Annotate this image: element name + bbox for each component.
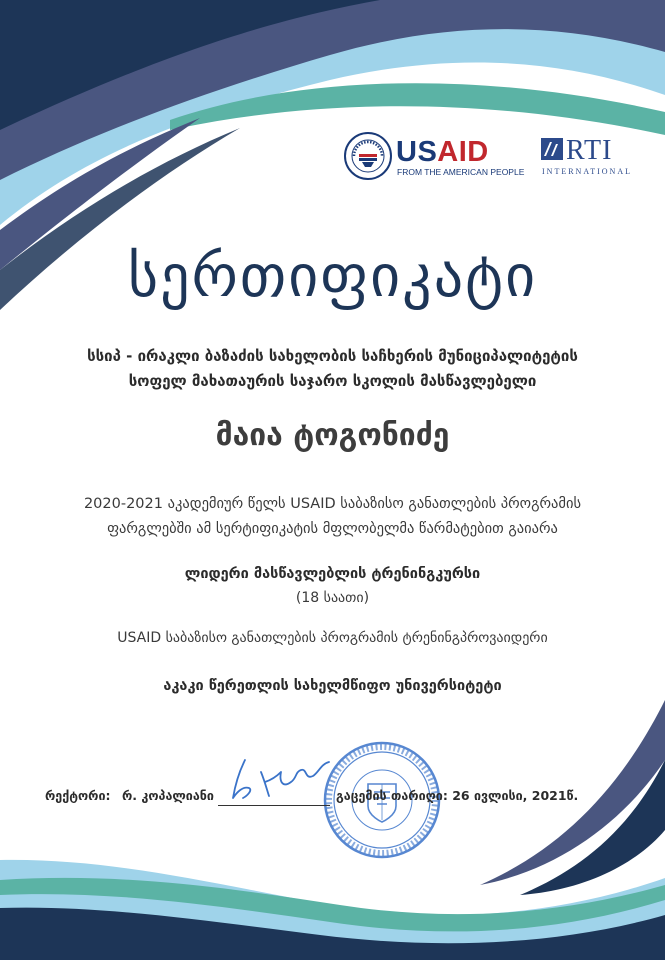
usaid-word-aid: AID (437, 136, 489, 168)
rti-mark-icon (541, 138, 563, 160)
institution-line-2: სოფელ მახათაურის საჯარო სკოლის მასწავლებელი (128, 372, 537, 390)
body-line-1: 2020-2021 აკადემიურ წელს USAID საბაზისო განათლების პროგრამის (83, 496, 582, 512)
signature-rule (218, 805, 330, 806)
provider-line: USAID საბაზისო განათლების პროგრამის ტრენინგპროვაიდერი (117, 630, 548, 646)
rti-tagline: INTERNATIONAL (542, 167, 632, 176)
issue-date-label: გაცემის თარიღი: (336, 788, 448, 803)
rti-wordmark: RTI (566, 135, 613, 166)
body-text (0, 492, 665, 542)
issue-date-block (336, 788, 578, 803)
rector-name: რ. კოპალიანი (122, 788, 214, 803)
university-name: აკაკი წერეთლის სახელმწიფო უნივერსიტეტი (163, 678, 502, 694)
recipient-name: მაია ტოგონიძე (215, 418, 450, 453)
sponsor-logos (340, 130, 640, 190)
signature-line (0, 788, 665, 812)
usaid-tagline: FROM THE AMERICAN PEOPLE (397, 167, 525, 177)
usaid-wordmark (396, 136, 489, 169)
issue-date-value: 26 ივლისი, 2021წ. (452, 788, 579, 803)
rector-label: რექტორი: (45, 788, 111, 803)
course-hours: (18 საათი) (295, 590, 370, 606)
usaid-seal-icon (344, 132, 392, 180)
institution-line-1: სსიპ - ირაკლი ბაზაძის სახელობის საჩხერის მუნიციპალიტეტის (87, 347, 578, 365)
institution-text (0, 344, 665, 394)
body-line-2: ფარგლებში ამ სერტიფიკატის მფლობელმა წარმატებით გაიარა (107, 521, 558, 537)
certificate-title: სერთიფიკატი (127, 242, 538, 310)
course-name: ლიდერი მასწავლებლის ტრენინგკურსი (184, 566, 481, 582)
usaid-word-us: US (396, 136, 438, 168)
